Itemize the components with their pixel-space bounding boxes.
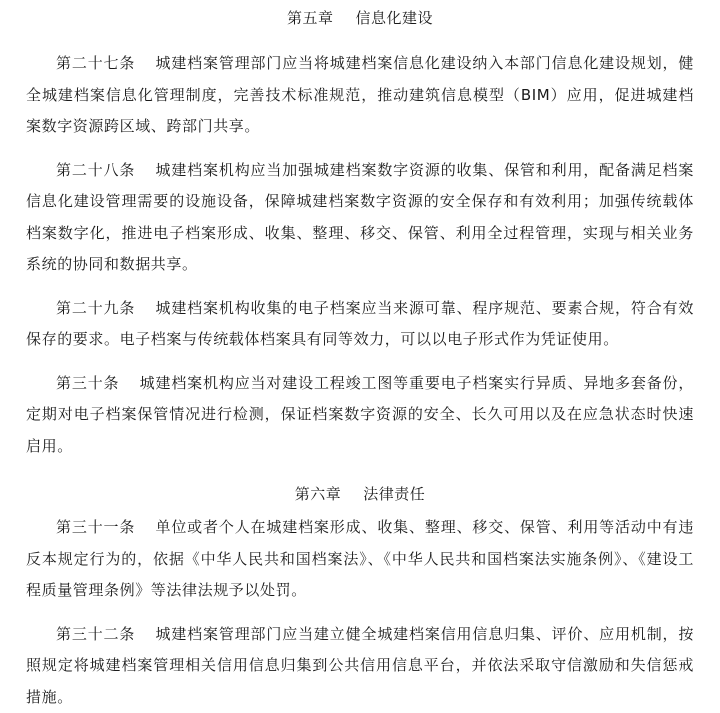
- article-27: [26, 48, 694, 143]
- article-text: 单位或者个人在城建档案形成、收集、整理、移交、保管、利用等活动中有违反本规定行为的，依据《中华人民共和国档案法》、《中华人民共和国档案法实施条例》、《建设工程质量管理条例》等法律法规予以处罚。: [26, 518, 694, 599]
- chapter-number: 第五章: [287, 9, 334, 27]
- article-30: [26, 368, 694, 463]
- chapter-number: 第六章: [295, 485, 342, 503]
- chapter-title: 信息化建设: [356, 9, 434, 27]
- chapter-title: 法律责任: [363, 485, 425, 503]
- chapter-six-heading: [26, 484, 694, 512]
- article-number: 第二十七条: [56, 54, 135, 72]
- article-29: [26, 293, 694, 356]
- chapter-five-heading: [26, 0, 694, 36]
- article-number: 第二十九条: [56, 299, 135, 317]
- article-number: 第三十一条: [56, 518, 135, 536]
- article-number: 第三十条: [56, 374, 119, 392]
- article-text: 城建档案机构应当加强城建档案数字资源的收集、保管和利用，配备满足档案信息化建设管理需要的设施设备，保障城建档案数字资源的安全保存和有效利用；加强传统载体档案数字化，推进电子档案形成、收集、整理、移交、保管、利用全过程管理，实现与相关业务系统的协同和数据共享。: [26, 161, 694, 274]
- article-text: 城建档案机构应当对建设工程竣工图等重要电子档案实行异质、异地多套备份，定期对电子档案保管情况进行检测，保证档案数字资源的安全、长久可用以及在应急状态时快速启用。: [26, 374, 694, 455]
- article-32: [26, 619, 694, 713]
- article-text: 城建档案管理部门应当将城建档案信息化建设纳入本部门信息化建设规划，健全城建档案信息化管理制度，完善技术标准规范，推动建筑信息模型（BIM）应用，促进城建档案数字资源跨区域、跨部门共享。: [26, 54, 694, 135]
- article-31: [26, 512, 694, 607]
- article-28: [26, 155, 694, 281]
- article-number: 第二十八条: [56, 161, 135, 179]
- article-text: 城建档案机构收集的电子档案应当来源可靠、程序规范、要素合规，符合有效保存的要求。电子档案与传统载体档案具有同等效力，可以以电子形式作为凭证使用。: [26, 299, 694, 349]
- article-number: 第三十二条: [56, 625, 135, 643]
- article-text: 城建档案管理部门应当建立健全城建档案信用信息归集、评价、应用机制，按照规定将城建档案管理相关信用信息归集到公共信用信息平台，并依法采取守信激励和失信惩戒措施。: [26, 625, 694, 706]
